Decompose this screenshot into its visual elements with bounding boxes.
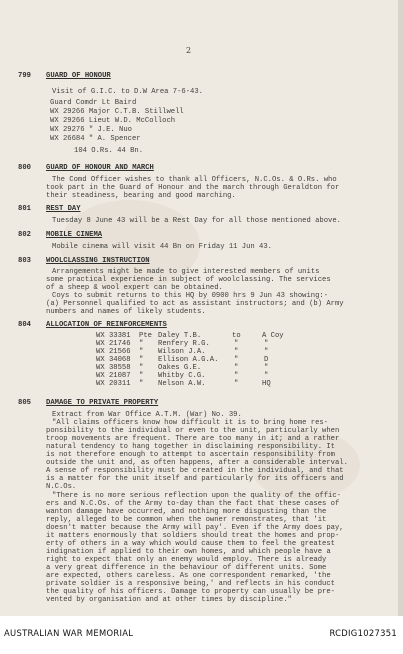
section-heading: ALLOCATION OF REINFORCEMENTS [46,321,167,329]
guard-row: Guard Comdr Lt Baird [50,99,137,107]
page-number: 2 [186,46,192,55]
guard-row: WX 29266 Major C.T.B. Stillwell [50,108,184,116]
archive-id: RCDIG1027351 [329,628,397,638]
army-number: WX 33381 [96,332,131,340]
paragraph-line: the quality of his officers. Damage to property can usually be pre- [46,588,335,596]
paragraph-line: outside the unit and, as often happens, after a considerable interval. [46,459,348,467]
paragraph-line: troop movements are frequent. There are too many in it; and a rather [46,435,340,443]
company: " [264,372,269,380]
paragraph-line: private soldier is a responsive being,' and reflects in his conduct [46,580,335,588]
paragraph-line: doesn't matter because the Army will pay'. Even if the Army does pay, [46,524,344,532]
soldier-name: Oakes G.E. [158,364,202,372]
paragraph-line: wanton damage have occurred, and nothing more disgusting than the [46,508,327,516]
soldier-name: Daley T.B. [158,332,202,340]
section-heading: REST DAY [46,205,81,213]
to-marker: to [232,332,241,340]
paragraph-line: erty of others in a way which would cause them to feel the greatest [46,540,335,548]
soldier-name: Nelson A.W. [158,380,206,388]
paragraph-line: right to expect that only an enemy would employ. There is already [46,556,327,564]
paragraph-line: is a matter for the unit itself and particularly for its officers and [46,475,344,483]
paragraph-line: ponsibility to the individual or even to the unit, particularly when [46,427,340,435]
section-number: 801 [18,205,31,213]
guard-row: WX 29276 " J.E. Nuo [50,126,132,134]
section-number: 799 [18,72,31,80]
paragraph-line: N.C.Os. [46,483,77,491]
company: " [264,340,269,348]
section-number: 803 [18,257,31,265]
guard-row: WX 26684 " A. Spencer [50,135,141,143]
paragraph-line: a very great difference in the behaviour of different units. Some [46,564,327,572]
section-heading: GUARD OF HONOUR [46,72,111,80]
section-heading: DAMAGE TO PRIVATE PROPERTY [46,399,159,407]
soldier-name: Renfery R.G. [158,340,210,348]
army-number: WX 21746 [96,340,131,348]
paragraph-line: (a) Personnel qualified to act as assistant instructors; and (b) Army [46,300,344,308]
rank: " [139,340,144,348]
company: " [264,348,269,356]
section-number: 802 [18,231,31,239]
company: A Coy [262,332,284,340]
rank: " [139,372,144,380]
table-row [0,356,403,364]
to-marker: " [234,348,239,356]
rank: " [139,364,144,372]
table-row [0,348,403,356]
paragraph-line: of a sheep & wool expert can be obtained. [46,284,223,292]
company: HQ [262,380,271,388]
section-heading: GUARD OF HONOUR AND MARCH [46,164,154,172]
paragraph-line: their steadiness, bearing and good marching. [46,192,236,200]
table-row [0,372,403,380]
paragraph-line: is not therefore enough to attempt to ascertain responsibility from [46,451,335,459]
paragraph-line: "There is no more serious reflection upon the quality of the offic- [52,492,341,500]
soldier-name: Ellison A.G.A. [158,356,219,364]
to-marker: " [234,372,239,380]
paragraph-line: The Comd Officer wishes to thank all Officers, N.C.Os. & O.Rs. who [52,176,337,184]
soldier-name: Wilson J.A. [158,348,206,356]
paragraph-line: Mobile cinema will visit 44 Bn on Friday 11 Jun 43. [52,243,272,251]
paragraph-line: Tuesday 8 June 43 will be a Rest Day for all those mentioned above. [52,217,341,225]
army-number: WX 34068 [96,356,131,364]
table-row [0,340,403,348]
company: " [264,364,269,372]
company: D [264,356,269,364]
rank: " [139,356,144,364]
paragraph-line: A sense of responsibility must be created in the individual, and that [46,467,344,475]
army-number: WX 38558 [96,364,131,372]
rank: Pte [139,332,152,340]
archive-footer [0,616,403,654]
guard-row: WX 29266 Lieut W.D. McColloch [50,117,176,125]
to-marker: " [234,356,239,364]
paragraph-line: Extract from War Office A.T.M. (War) No. 39. [52,411,242,419]
army-number: WX 20311 [96,380,131,388]
soldier-name: Whitby C.G. [158,372,206,380]
archive-name: AUSTRALIAN WAR MEMORIAL [4,628,134,638]
to-marker: " [234,380,239,388]
section-number: 805 [18,399,31,407]
army-number: WX 21087 [96,372,131,380]
paragraph-line: vented by organisation and at other times by discipline." [46,596,292,604]
paragraph-line: Coys to submit returns to this HQ by 0900 hrs 9 Jun 43 showing:- [52,292,329,300]
paragraph-line: indignation if applied to their own homes, and which people have a [46,548,331,556]
section-heading: MOBILE CINEMA [46,231,103,239]
section-number: 800 [18,164,31,172]
paragraph-line: took part in the Guard of Honour and the march through Geraldton for [46,184,340,192]
rank: " [139,380,144,388]
paragraph-line: some practical experience in subject of woolclassing. The services [46,276,331,284]
paragraph-line: it matters enormously that soldiers should treat the homes and prop- [46,532,340,540]
paragraph-line: natural tendency to hang together in disclaiming responsibility. It [46,443,335,451]
table-row [0,364,403,372]
paragraph-line: ers and N.C.Os. of the Army to-day than the fact that these cases of [46,500,340,508]
paragraph-line: Arrangements might be made to give interested members of units [52,268,320,276]
paragraph-line: are expected, others careless. As one correspondent remarked, 'the [46,572,331,580]
table-row [0,332,403,340]
guard-visit: Visit of G.I.C. to D.W Area 7-6-43. [52,88,203,96]
paragraph-line: numbers and names of likely students. [46,308,206,316]
guard-total: 104 O.Rs. 44 Bn. [74,147,144,155]
army-number: WX 21566 [96,348,131,356]
section-heading: WOOLCLASSING INSTRUCTION [46,257,150,265]
paragraph-line: "All claims officers know how difficult it is to bring home res- [52,419,329,427]
rank: " [139,348,144,356]
to-marker: " [234,364,239,372]
section-number: 804 [18,321,31,329]
table-row [0,380,403,388]
to-marker: " [234,340,239,348]
paragraph-line: reply, alleged to be common when the owner remonstrates, that 'it [46,516,327,524]
